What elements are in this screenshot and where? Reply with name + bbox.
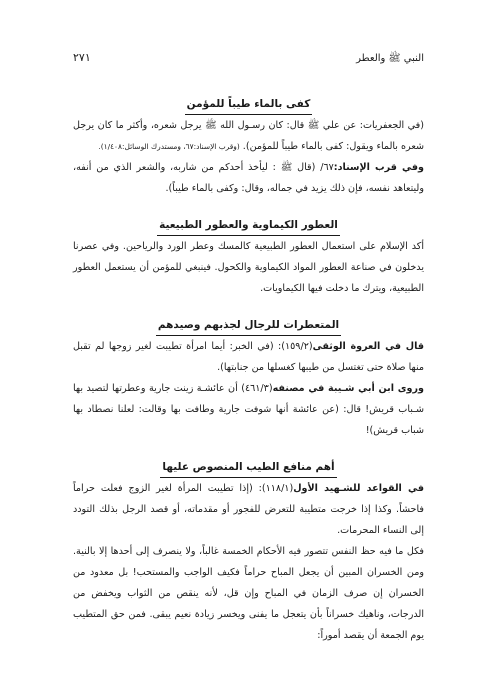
paragraph-text: أكد الإسلام على استعمال العطور الطبيعية كالمسك وعطر الورد والرياحين. وفي عصرنا يدخلون في صناعة العطور المواد الكيماوية والكحول. فينبغي للمؤمن أن يستعمل العطور الطبيعية، ويترك ما دخلت فيها الكيماويات. — [73, 241, 424, 294]
paragraph-text: (٤٦١/٣) أن عائشـة زينت جارية وعطرتها لتصيد بها شـباب قريش! قال: (عن عائشة أنها شوفت جارية وطافت بها وقالت: لعلنا نصطاد بها شباب قريش)! — [73, 383, 424, 436]
paragraph-text: (في الجعفريات: عن علي ﷺ قال: كان رسـول الله ﷺ يرجل شعره، وأكثر ما كان يرجل شعره بالماء ويقول: كفى بالماء طيباً للمؤمن). — [73, 120, 424, 152]
paragraph-lead: قال في العروة الوثقى — [312, 341, 424, 352]
paragraph — [73, 378, 424, 441]
paragraph — [73, 157, 424, 199]
page-number: ٢٧١ — [73, 51, 91, 64]
page-body — [73, 92, 424, 646]
paragraph — [73, 336, 424, 378]
section-heading: كفى بالماء طيباً للمؤمن — [73, 92, 424, 115]
paragraph-text: ٦٧/ (قال ﷺ : ليأخذ أحدكم من شاربه، والشعر الذي من أنفه، وليتعاهد نفسه، فإن ذلك يزيد في جماله، وقال: وكفى بالماء طيباً). — [73, 162, 424, 194]
paragraph-lead: في القواعد للشـهيد الأول — [293, 483, 425, 494]
paragraph-text: (١١٨/١): (إذا تطيبت المرأة لغير الزوج فعلت حراماً فاحشاً. وكذا إذا خرجت متطيبة للتعرض للفجور أو مقدماته، أو قصد الرجل بذلك التودد إلى النساء المحرمات. — [73, 483, 424, 536]
running-header-title: النبي ﷺ والعطر — [356, 53, 424, 64]
paragraph-lead: وروى ابن أبي شـيبة في مصنفه — [272, 383, 424, 394]
paragraph-text: فكل ما فيه حظ النفس تتصور فيه الأحكام الخمسة غالباً، ولا ينصرف إلى أحدها إلا بالنية. ومن الخسران المبين أن يجعل المباح حراماً فكيف الواجب والمستحب! بل معدود من الخسران إن صرف الزمان في المباح وإن قل، لأنه ينقص من الثواب ويخفض من الدرجات، وناهيك خسراناً بأن يتعجل ما يفنى ويخسر زيادة نعيم يبقى. فمن حق المتطيب يوم الجمعة أن يقصد أموراً: — [73, 546, 424, 641]
citation-note: (وقرب الإسناد:٦٧، ومستدرك الوسائل:١/٤٠٨). — [98, 142, 240, 151]
paragraph — [73, 541, 424, 646]
paragraph — [73, 236, 424, 299]
paragraph — [73, 478, 424, 541]
running-header — [73, 50, 424, 68]
paragraph — [73, 115, 424, 157]
paragraph-lead: وفي قرب الإسناد: — [333, 162, 425, 173]
section-heading: أهم منافع الطيب المنصوص عليها — [73, 455, 424, 478]
paragraph-text: (١٥٩/٢): (في الخبر: أيما امرأة تطيبت لغير زوجها لم تقبل منها صلاة حتى تغتسل من طيبها كغسلها من جنابتها). — [73, 341, 424, 373]
section-heading: العطور الكيماوية والعطور الطبيعية — [73, 213, 424, 236]
section-heading: المتعطرات للرجال لجذبهم وصيدهم — [73, 313, 424, 336]
